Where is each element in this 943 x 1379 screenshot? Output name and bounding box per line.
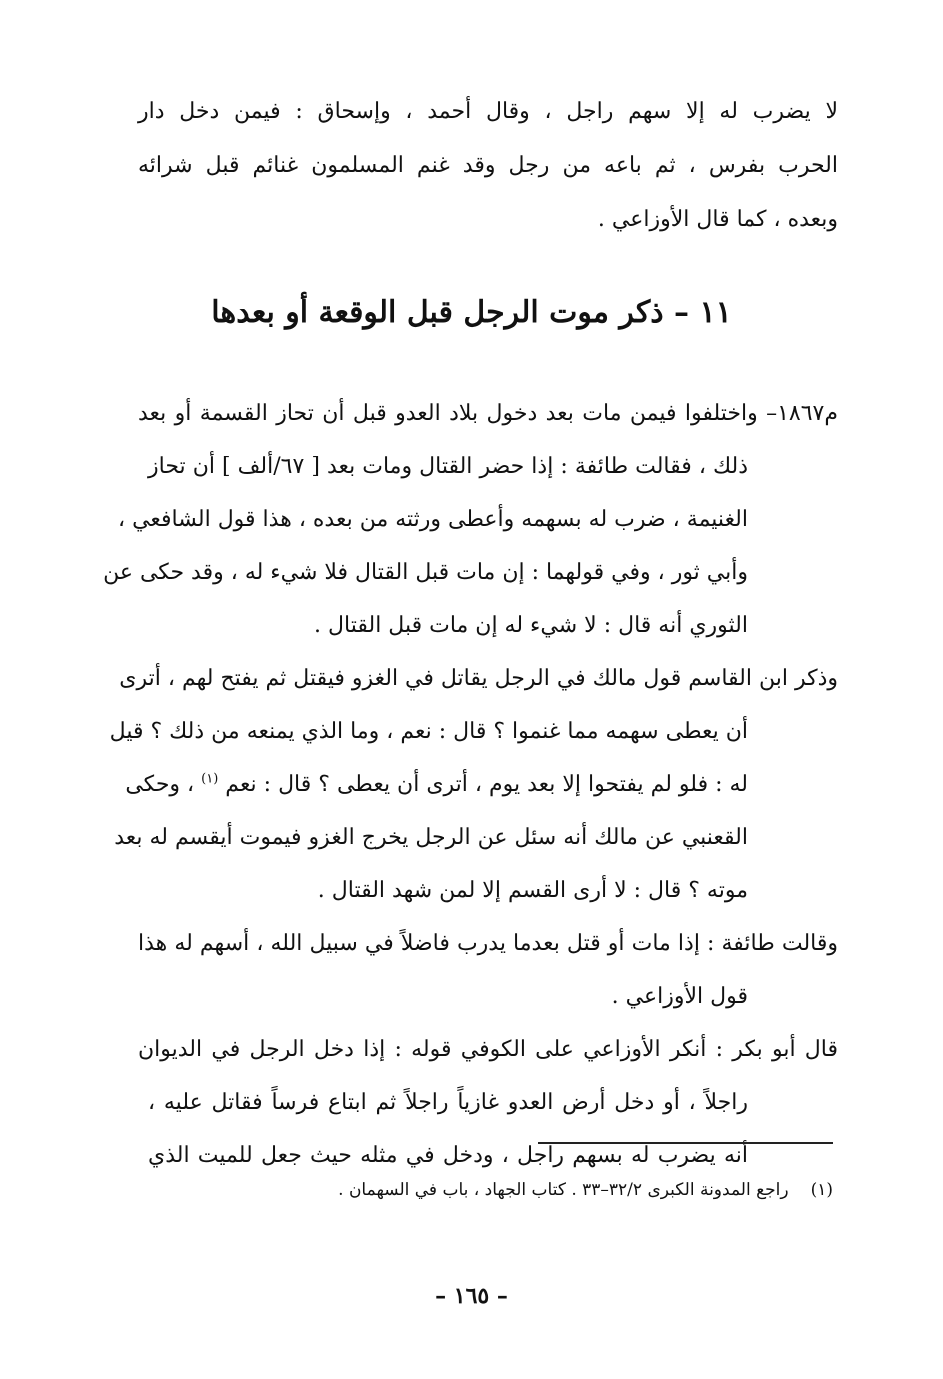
page-number: – ١٦٥ – — [435, 1283, 508, 1309]
text-line: وبعده ، كما قال الأوزاعي . — [597, 207, 838, 232]
text-line: قال أبو بكر : أنكر الأوزاعي على الكوفي قوله : إذا دخل الرجل في الديوان — [138, 1037, 838, 1062]
text-segment: ، وحكى — [125, 772, 195, 797]
text-line: وذكر ابن القاسم قول مالك في الرجل يقاتل في الغزو فيقتل ثم يفتح لهم ، أترى — [119, 666, 838, 691]
main-body — [103, 387, 838, 1182]
text-line: وقالت طائفة : إذا مات أو قتل بعدما يدرب فاضلاً في سبيل الله ، أسهم له هذا — [138, 931, 838, 956]
text-line: الثوري أنه قال : لا شيء له إن مات قبل القتال . — [314, 613, 748, 638]
footnote — [108, 1175, 833, 1205]
section-heading: ١١ – ذكر موت الرجل قبل الوقعة أو بعدها — [211, 295, 732, 330]
footnote-separator — [538, 1142, 833, 1144]
text-line: الغنيمة ، ضرب له بسهمه وأعطى ورثته من بعده ، هذا قول الشافعي ، — [118, 507, 748, 532]
text-segment: له : فلو لم يفتحوا إلا بعد يوم ، أترى أن يعطى ؟ قال : نعم — [225, 772, 748, 797]
paragraph-ibn-alqasim — [109, 652, 838, 917]
footnote-reference[interactable]: (١) — [201, 771, 219, 787]
footnote-text: راجع المدونة الكبرى ٣٢/٢–٣٣ . كتاب الجهاد ، باب في السهمان . — [338, 1180, 789, 1200]
text-line: م١٨٦٧– واختلفوا فيمن مات بعد دخول بلاد العدو قبل أن تحاز القسمة أو بعد — [138, 401, 838, 426]
text-line: لا يضرب له إلا سهم راجل ، وقال أحمد ، وإسحاق : فيمن دخل دار — [138, 99, 838, 124]
text-line: قول الأوزاعي . — [611, 984, 748, 1009]
text-line: الحرب بفرس ، ثم باعه من رجل وقد غنم المسلمون غنائم قبل شرائه — [138, 153, 838, 178]
paragraph-abu-bakr — [138, 1023, 838, 1182]
text-line: أنه يضرب له بسهم راجل ، ودخل في مثله حيث جعل للميت الذي — [148, 1143, 748, 1168]
text-line: ذلك ، فقالت طائفة : إذا حضر القتال ومات بعد [ ٦٧/ألف ] أن تحاز — [148, 454, 748, 479]
footnote-number: (١) — [810, 1180, 833, 1200]
intro-paragraph — [138, 85, 838, 247]
text-line: راجلاً ، أو دخل أرض العدو غازياً راجلاً ثم ابتاع فرساً فقاتل عليه ، — [148, 1090, 748, 1115]
text-line: موته ؟ قال : لا أرى القسم إلا لمن شهد القتال . — [317, 878, 748, 903]
text-line: القعنبي عن مالك أنه سئل عن الرجل يخرج الغزو فيموت أيقسم له بعد — [114, 825, 748, 850]
text-line: وأبي ثور ، وفي قولهما : إن مات قبل القتال فلا شيء له ، وقد حكى عن — [103, 560, 748, 585]
text-line: أن يعطى سهمه مما غنموا ؟ قال : نعم ، وما الذي يمنعه من ذلك ؟ قيل — [109, 719, 748, 744]
paragraph-1867 — [103, 387, 838, 652]
paragraph-another-group — [138, 917, 838, 1023]
text-line-with-footnote — [125, 758, 748, 811]
